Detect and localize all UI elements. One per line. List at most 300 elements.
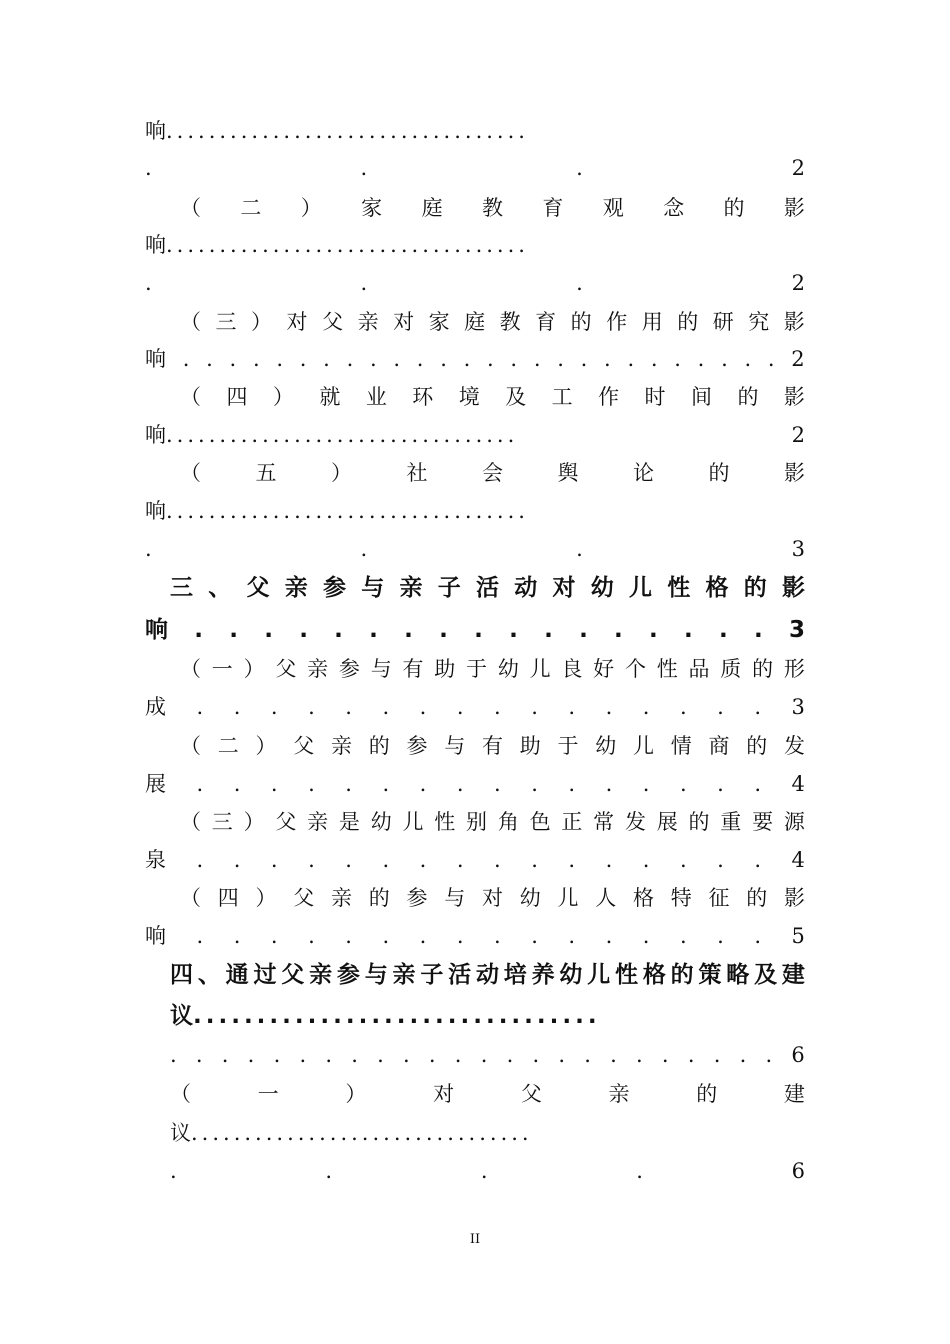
toc-leader-char: .	[229, 617, 238, 643]
toc-char: 的	[708, 461, 730, 485]
toc-line	[145, 845, 805, 875]
toc-char: 特	[670, 886, 692, 910]
toc-char: （	[180, 196, 201, 220]
toc-char: ）	[255, 734, 277, 758]
toc-leader-char: .	[360, 537, 368, 561]
toc-char: （	[180, 461, 201, 485]
toc-char: 别	[466, 810, 488, 834]
toc-leader-char: .	[393, 347, 401, 371]
toc-char: 子	[437, 575, 461, 601]
toc-char: 略	[726, 962, 750, 988]
toc-char: 格	[705, 575, 729, 601]
toc-char: 社	[406, 461, 428, 485]
toc-leader-char: .	[196, 772, 204, 796]
toc-leader-char: .	[687, 1043, 695, 1067]
toc-dot-leader: ................................	[193, 1003, 601, 1029]
toc-char: 影	[783, 310, 805, 334]
toc-char: 五	[255, 461, 277, 485]
toc-leader-char: .	[532, 1043, 540, 1067]
toc-char: 幼	[559, 962, 583, 988]
toc-leader-char: .	[377, 1043, 384, 1067]
toc-char: 境	[458, 385, 480, 409]
toc-char: ）	[272, 385, 294, 409]
toc-leader-char: .	[754, 848, 761, 872]
toc-leader-char: 6	[791, 1043, 805, 1067]
toc-line	[170, 1040, 805, 1070]
toc-leader-char: .	[568, 695, 576, 719]
toc-leader-char: .	[416, 347, 424, 371]
toc-char: 征	[708, 886, 730, 910]
toc-char: 四	[217, 886, 239, 910]
toc-leader-char: .	[308, 924, 315, 948]
toc-char: 影	[783, 196, 805, 220]
toc-line	[180, 193, 805, 223]
toc-leader-char: .	[579, 617, 588, 643]
toc-leader-char: 2	[791, 347, 805, 371]
toc-char: 亲	[307, 657, 329, 681]
toc-char: 儿	[557, 886, 579, 910]
toc-leader-char: .	[754, 772, 761, 796]
toc-dot-leader: ..................................	[166, 499, 529, 523]
toc-char: 三	[211, 810, 233, 834]
toc-char: 参	[406, 886, 428, 910]
toc-char: 性	[615, 962, 638, 988]
toc-leader-char: .	[299, 1043, 307, 1067]
toc-line	[180, 807, 805, 837]
toc-char: 影	[784, 886, 805, 910]
toc-char: 质	[720, 657, 742, 681]
toc-line	[145, 921, 805, 951]
toc-leader-char: .	[299, 347, 307, 371]
toc-leader-char: .	[299, 617, 308, 643]
toc-leader-char: .	[614, 617, 623, 643]
toc-char: 格	[633, 886, 654, 910]
toc-leader-char: .	[276, 347, 284, 371]
toc-char: 育	[535, 310, 557, 334]
toc-char: （	[170, 1082, 191, 1106]
toc-leader-char: .	[506, 1043, 514, 1067]
toc-leader-char: .	[308, 695, 315, 719]
toc-char: 个	[624, 657, 646, 681]
toc-line	[145, 769, 805, 799]
toc-leader-char: .	[717, 924, 724, 948]
toc-char: 格	[642, 962, 666, 988]
toc-page-number: 2	[791, 423, 805, 447]
toc-leader-char: 响	[145, 924, 166, 948]
toc-char: 亲	[357, 310, 379, 334]
toc-leader-char: .	[308, 848, 315, 872]
toc-char: 与	[364, 962, 388, 988]
toc-leader-char: .	[494, 848, 501, 872]
toc-leader-char: 4	[791, 772, 805, 796]
toc-leader-char: .	[754, 695, 761, 719]
toc-leader-char: .	[419, 772, 427, 796]
toc-leader-char: .	[270, 848, 278, 872]
toc-char: 儿	[587, 962, 611, 988]
toc-leader-char: .	[351, 1043, 358, 1067]
toc-leader-char: .	[221, 1043, 229, 1067]
toc-char: 一	[211, 657, 233, 681]
toc-char: 参	[336, 962, 360, 988]
toc-line	[180, 883, 805, 913]
toc-char: 人	[595, 886, 617, 910]
toc-leader-char: .	[196, 848, 204, 872]
toc-leader-char: .	[247, 1043, 255, 1067]
toc-char: 对	[482, 886, 503, 910]
toc-char: 商	[708, 734, 730, 758]
toc-char: 助	[519, 734, 541, 758]
toc-char: 建	[781, 962, 805, 988]
toc-leader-char: .	[270, 924, 278, 948]
toc-entry-text: 响	[145, 499, 166, 523]
toc-leader-char: .	[531, 924, 538, 948]
toc-leader-char: .	[196, 695, 204, 719]
toc-char: 策	[698, 962, 722, 988]
toc-line	[180, 654, 805, 684]
toc-char: 亲	[307, 810, 329, 834]
toc-leader-char: .	[145, 156, 152, 180]
toc-char: 亲	[608, 1082, 630, 1106]
toc-char: 庭	[464, 310, 486, 334]
toc-char: 舆	[557, 461, 579, 485]
toc-leader-char: .	[233, 695, 241, 719]
toc-char: 活	[476, 575, 499, 601]
toc-char: ）	[300, 196, 322, 220]
toc-leader-char: .	[753, 617, 763, 643]
toc-leader-char: .	[721, 347, 728, 371]
toc-char: 儿	[633, 734, 654, 758]
toc-leader-char: .	[744, 347, 752, 371]
toc-leader-char: .	[765, 1043, 773, 1067]
toc-char: 儿	[629, 575, 652, 601]
toc-dot-leader: ..................................	[166, 119, 529, 143]
toc-leader-char: .	[428, 1043, 436, 1067]
toc-line	[145, 534, 805, 564]
toc-char: 观	[602, 196, 624, 220]
toc-line	[170, 1156, 805, 1186]
toc-leader-char: .	[533, 347, 541, 371]
toc-leader-char: .	[419, 924, 427, 948]
toc-char: 父	[281, 962, 305, 988]
toc-leader-char: .	[170, 1159, 177, 1183]
toc-char: 三	[215, 310, 237, 334]
toc-char: 好	[593, 657, 615, 681]
toc-leader-char: .	[650, 347, 658, 371]
toc-leader-char: .	[509, 617, 518, 643]
toc-char: 间	[690, 385, 712, 409]
toc-char: ）	[243, 657, 265, 681]
toc-leader-char: .	[195, 1043, 203, 1067]
toc-leader-char: .	[604, 347, 611, 371]
toc-leader-char: .	[463, 347, 471, 371]
toc-leader-char: .	[270, 695, 278, 719]
toc-leader-char: .	[642, 848, 650, 872]
toc-char: 影	[784, 461, 805, 485]
toc-char: 形	[783, 657, 805, 681]
toc-leader-char: .	[456, 924, 464, 948]
toc-leader-char: .	[382, 848, 390, 872]
toc-leader-char: .	[480, 1159, 488, 1183]
toc-char: 幼	[595, 734, 617, 758]
toc-leader-char: .	[636, 1159, 643, 1183]
toc-leader-char: .	[419, 695, 427, 719]
toc-char: 的	[737, 385, 759, 409]
toc-char: 角	[497, 810, 519, 834]
toc-leader-char: .	[584, 1043, 591, 1067]
toc-leader-char: .	[323, 347, 330, 371]
toc-leader-char: .	[684, 617, 693, 643]
toc-line	[145, 692, 805, 722]
toc-line	[170, 960, 805, 990]
toc-char: 有	[482, 734, 503, 758]
toc-line	[145, 116, 805, 146]
toc-char: 建	[783, 1082, 805, 1106]
toc-leader-char: 3	[791, 537, 805, 561]
toc-line	[180, 382, 805, 412]
toc-leader-char: .	[403, 1043, 410, 1067]
toc-line	[145, 344, 805, 374]
toc-leader-char: .	[345, 695, 352, 719]
toc-char: ）	[345, 1082, 367, 1106]
toc-leader-char: .	[419, 848, 427, 872]
toc-leader-char: 展	[145, 772, 166, 796]
toc-char: 的	[696, 1082, 718, 1106]
toc-leader-char: .	[679, 772, 687, 796]
toc-char: 父	[322, 310, 344, 334]
toc-char: 儿	[402, 810, 424, 834]
toc-line	[145, 153, 805, 183]
toc-char: 教	[481, 196, 503, 220]
toc-char: 要	[752, 810, 774, 834]
toc-leader-char: 2	[791, 156, 805, 180]
toc-char: 用	[641, 310, 663, 334]
toc-char: 业	[365, 385, 387, 409]
toc-char: （	[180, 657, 201, 681]
toc-leader-char: .	[233, 924, 241, 948]
toc-char: 就	[319, 385, 341, 409]
toc-leader-char: 3	[791, 695, 805, 719]
toc-line	[180, 307, 805, 337]
toc-leader-char: .	[719, 617, 728, 643]
toc-char: 亲	[399, 575, 423, 601]
toc-char: 参	[406, 734, 428, 758]
toc-char: 研	[712, 310, 734, 334]
toc-char: 发	[784, 734, 805, 758]
toc-char: 亲	[331, 886, 352, 910]
toc-leader-char: .	[642, 695, 650, 719]
toc-char: ）	[331, 461, 352, 485]
toc-leader-char: .	[494, 924, 501, 948]
toc-char: 助	[434, 657, 456, 681]
toc-char: 与	[444, 734, 466, 758]
toc-leader-char: .	[610, 1043, 617, 1067]
toc-leader-char: .	[182, 347, 190, 371]
toc-entry-text: 议	[170, 1003, 193, 1029]
toc-leader-char: .	[334, 617, 343, 643]
toc-entry-text: 响	[145, 119, 166, 143]
toc-line	[145, 230, 805, 260]
toc-leader-char: 2	[791, 271, 805, 295]
toc-leader-char: .	[642, 772, 650, 796]
toc-char: 对	[393, 310, 415, 334]
toc-leader-char: 响	[145, 617, 168, 643]
toc-char: 于	[466, 657, 488, 681]
toc-line	[180, 458, 805, 488]
toc-char: 父	[293, 886, 315, 910]
toc-leader-char: .	[273, 1043, 281, 1067]
toc-leader-char: .	[360, 156, 368, 180]
toc-entry-text: 议	[170, 1121, 191, 1145]
toc-char: 亲	[309, 962, 333, 988]
toc-leader-char: .	[494, 695, 501, 719]
toc-leader-char: .	[754, 924, 761, 948]
toc-char: 四	[226, 385, 248, 409]
toc-leader-char: .	[568, 772, 576, 796]
toc-leader-char: .	[605, 772, 613, 796]
toc-leader-char: .	[325, 1159, 333, 1183]
toc-char: 究	[748, 310, 770, 334]
toc-leader-char: .	[679, 695, 687, 719]
toc-leader-char: .	[580, 347, 588, 371]
toc-char: 的	[677, 310, 699, 334]
toc-line	[170, 573, 805, 603]
toc-entry-text: 响	[145, 423, 166, 447]
toc-char: 的	[723, 196, 745, 220]
toc-leader-char: .	[557, 347, 564, 371]
toc-char: 情	[670, 734, 692, 758]
toc-char: 影	[782, 575, 805, 601]
toc-leader-char: .	[674, 347, 681, 371]
toc-leader-char: .	[717, 848, 724, 872]
toc-leader-char: 成	[145, 695, 166, 719]
toc-char: 性	[434, 810, 456, 834]
toc-char: 时	[644, 385, 666, 409]
toc-char: 及	[754, 962, 778, 988]
toc-char: ）	[255, 886, 277, 910]
toc-char: 幼	[590, 575, 614, 601]
toc-char: （	[180, 385, 201, 409]
toc-char: 亲	[331, 734, 352, 758]
toc-char: 育	[542, 196, 564, 220]
toc-leader-char: .	[345, 848, 352, 872]
toc-leader-char: .	[576, 537, 583, 561]
toc-char: 养	[531, 962, 555, 988]
toc-char: 、	[197, 962, 221, 988]
toc-char: 的	[368, 886, 390, 910]
toc-dot-leader: ................................	[191, 1121, 533, 1145]
toc-leader-char: .	[679, 924, 687, 948]
toc-char: 父	[293, 734, 315, 758]
toc-leader-char: .	[206, 347, 213, 371]
toc-leader-char: .	[480, 1043, 488, 1067]
toc-char: 三	[170, 575, 193, 601]
toc-leader-char: .	[229, 347, 237, 371]
toc-char: ）	[251, 310, 273, 334]
toc-line	[170, 1118, 805, 1148]
toc-leader-char: .	[605, 695, 613, 719]
toc-char: 家	[361, 196, 383, 220]
toc-char: 二	[217, 734, 239, 758]
toc-leader-char: 4	[791, 848, 805, 872]
toc-char: 与	[361, 575, 385, 601]
toc-leader-char: .	[369, 347, 377, 371]
toc-char: 庭	[421, 196, 443, 220]
toc-char: 四	[170, 962, 193, 988]
page-number: II	[469, 1232, 481, 1247]
toc-char: 工	[551, 385, 573, 409]
toc-char: 与	[370, 657, 392, 681]
toc-char: 的	[670, 962, 694, 988]
toc-char: 幼	[519, 886, 541, 910]
toc-leader-char: .	[345, 772, 352, 796]
toc-leader-char: .	[510, 347, 518, 371]
toc-char: 重	[720, 810, 742, 834]
toc-leader-char: .	[661, 1043, 669, 1067]
toc-char: 发	[624, 810, 646, 834]
toc-leader-char: .	[233, 772, 241, 796]
toc-char: 父	[275, 810, 297, 834]
toc-leader-char: .	[487, 347, 494, 371]
toc-char: 过	[253, 962, 277, 988]
toc-leader-char: .	[196, 924, 204, 948]
toc-char: 幼	[497, 657, 519, 681]
toc-char: （	[180, 886, 201, 910]
toc-leader-char: .	[194, 617, 203, 643]
toc-char: 对	[552, 575, 576, 601]
toc-dot-leader: ..................................	[166, 233, 529, 257]
toc-char: 常	[593, 810, 615, 834]
toc-leader-char: .	[270, 772, 278, 796]
toc-char: 参	[338, 657, 360, 681]
toc-leader-char: .	[264, 617, 273, 643]
toc-leader-char: .	[558, 1043, 566, 1067]
toc-leader-char: .	[568, 848, 576, 872]
toc-leader-char: .	[454, 1043, 462, 1067]
toc-char: 活	[448, 962, 472, 988]
toc-leader-char: .	[576, 271, 583, 295]
toc-line	[145, 615, 805, 645]
toc-char: 的	[570, 310, 592, 334]
toc-char: 环	[412, 385, 434, 409]
toc-char: 父	[246, 575, 270, 601]
toc-char: 论	[633, 461, 654, 485]
toc-line	[145, 420, 805, 450]
toc-leader-char: 泉	[145, 848, 166, 872]
toc-char: 子	[420, 962, 444, 988]
toc-leader-char: .	[456, 695, 464, 719]
toc-leader-char: .	[531, 695, 538, 719]
toc-entry-text: 响	[145, 233, 166, 257]
toc-char: 父	[275, 657, 297, 681]
toc-char: 性	[667, 575, 691, 601]
toc-line	[170, 1001, 805, 1031]
toc-leader-char: .	[568, 924, 576, 948]
toc-char: 良	[561, 657, 583, 681]
toc-char: 儿	[529, 657, 551, 681]
toc-char: 家	[428, 310, 450, 334]
toc-leader-char: .	[382, 772, 390, 796]
toc-char: 动	[514, 575, 538, 601]
toc-char: 作	[598, 385, 620, 409]
toc-leader-char: .	[767, 347, 775, 371]
toc-char: 源	[783, 810, 805, 834]
toc-char: 是	[338, 810, 360, 834]
toc-leader-char: .	[697, 347, 705, 371]
toc-char: 培	[503, 962, 527, 988]
toc-char: 的	[743, 575, 767, 601]
toc-leader-char: .	[456, 772, 464, 796]
toc-leader-char: .	[360, 271, 368, 295]
